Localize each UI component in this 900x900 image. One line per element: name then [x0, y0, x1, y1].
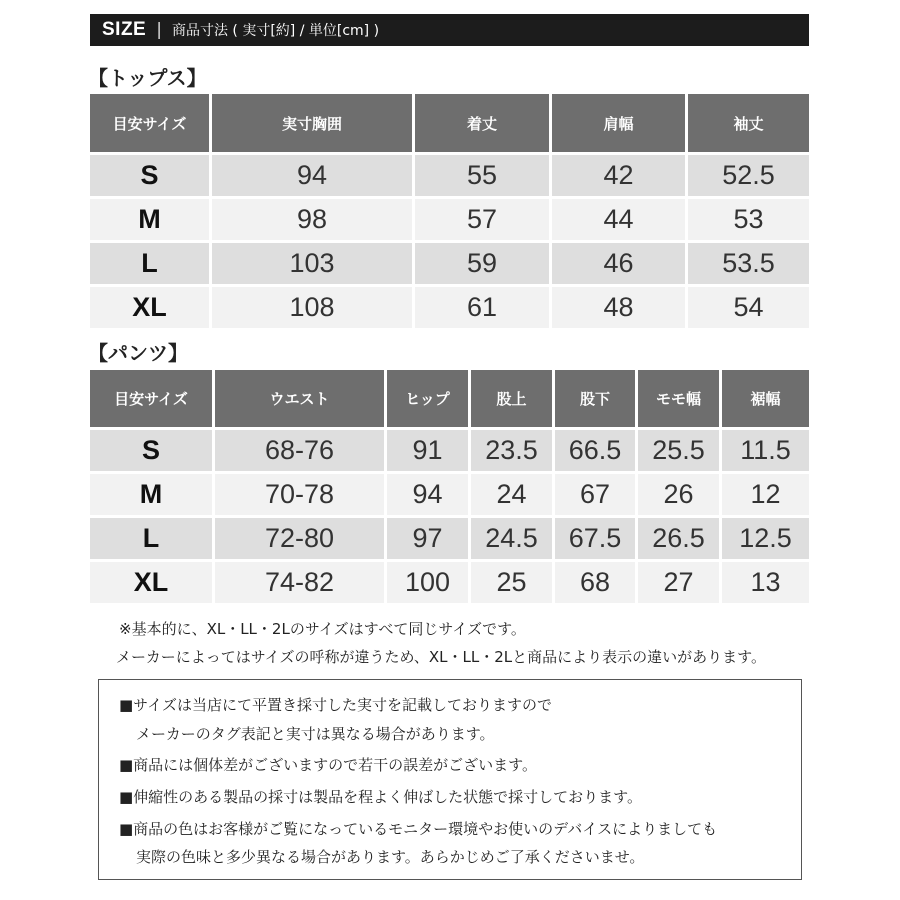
tops-header-row [90, 94, 809, 152]
size-label: SIZE [102, 19, 147, 40]
size-header-bar [90, 14, 809, 46]
value-cell: 72-80 [215, 515, 387, 559]
value-cell: 59 [415, 240, 552, 284]
value-cell: 25.5 [638, 427, 722, 471]
value-cell: 53 [688, 196, 809, 240]
size-note: ※基本的に、XL・LL・2Lのサイズはすべて同じサイズです。 [119, 620, 526, 638]
size-cell: XL [90, 284, 212, 328]
size-cell: L [90, 240, 212, 284]
table-row [90, 152, 809, 196]
table-row [90, 284, 809, 328]
value-cell: 103 [212, 240, 415, 284]
tops-col-header: 目安サイズ [90, 94, 212, 152]
size-cell: S [90, 152, 212, 196]
header-separator: | [156, 20, 162, 40]
size-cell: M [90, 196, 212, 240]
value-cell: 25 [471, 559, 555, 603]
pants-col-header: 股上 [471, 370, 555, 427]
table-row [90, 515, 809, 559]
value-cell: 53.5 [688, 240, 809, 284]
table-row [90, 427, 809, 471]
value-cell: 74-82 [215, 559, 387, 603]
value-cell: 68-76 [215, 427, 387, 471]
header-title: 商品寸法 ( 実寸[約] / 単位[cm] ) [171, 23, 380, 39]
pants-col-header: モモ幅 [638, 370, 722, 427]
table-row [90, 471, 809, 515]
pants-header-row [90, 370, 809, 427]
tops-size-table [90, 94, 809, 328]
pants-heading: 【パンツ】 [88, 341, 188, 365]
value-cell: 23.5 [471, 427, 555, 471]
value-cell: 98 [212, 196, 415, 240]
value-cell: 13 [722, 559, 809, 603]
value-cell: 108 [212, 284, 415, 328]
value-cell: 68 [555, 559, 638, 603]
tops-heading: 【トップス】 [88, 66, 207, 90]
value-cell: 46 [552, 240, 688, 284]
pants-col-header: ヒップ [387, 370, 471, 427]
value-cell: 100 [387, 559, 471, 603]
value-cell: 66.5 [555, 427, 638, 471]
value-cell: 61 [415, 284, 552, 328]
size-note: メーカーによってはサイズの呼称が違うため、XL・LL・2Lと商品により表示の違いがあります。 [116, 648, 766, 666]
value-cell: 24 [471, 471, 555, 515]
pants-col-header: ウエスト [215, 370, 387, 427]
value-cell: 70-78 [215, 471, 387, 515]
value-cell: 27 [638, 559, 722, 603]
disclaimer-line: ■伸縮性のある製品の採寸は製品を程よく伸ばした状態で採寸しております。 [119, 788, 642, 806]
tops-col-header: 実寸胸囲 [212, 94, 415, 152]
value-cell: 24.5 [471, 515, 555, 559]
value-cell: 12 [722, 471, 809, 515]
disclaimer-box [98, 679, 802, 880]
pants-col-header: 目安サイズ [90, 370, 215, 427]
value-cell: 26 [638, 471, 722, 515]
value-cell: 26.5 [638, 515, 722, 559]
disclaimer-line: ■商品の色はお客様がご覧になっているモニター環境やお使いのデバイスによりましても [119, 820, 718, 838]
disclaimer-line: ■サイズは当店にて平置き採寸した実寸を記載しておりますので [119, 696, 552, 714]
value-cell: 12.5 [722, 515, 809, 559]
size-cell: S [90, 427, 215, 471]
pants-size-table [90, 370, 809, 603]
tops-col-header: 袖丈 [688, 94, 809, 152]
value-cell: 11.5 [722, 427, 809, 471]
table-row [90, 196, 809, 240]
value-cell: 52.5 [688, 152, 809, 196]
size-cell: L [90, 515, 215, 559]
value-cell: 67.5 [555, 515, 638, 559]
value-cell: 91 [387, 427, 471, 471]
value-cell: 57 [415, 196, 552, 240]
size-cell: XL [90, 559, 215, 603]
value-cell: 97 [387, 515, 471, 559]
tops-col-header: 着丈 [415, 94, 552, 152]
pants-col-header: 裾幅 [722, 370, 809, 427]
tops-col-header: 肩幅 [552, 94, 688, 152]
disclaimer-line: 実際の色味と多少異なる場合があります。あらかじめご了承くださいませ。 [136, 848, 645, 866]
value-cell: 67 [555, 471, 638, 515]
table-row [90, 559, 809, 603]
value-cell: 44 [552, 196, 688, 240]
value-cell: 94 [387, 471, 471, 515]
value-cell: 94 [212, 152, 415, 196]
value-cell: 55 [415, 152, 552, 196]
pants-col-header: 股下 [555, 370, 638, 427]
size-cell: M [90, 471, 215, 515]
disclaimer-line: ■商品には個体差がございますので若干の誤差がございます。 [119, 756, 537, 774]
table-row [90, 240, 809, 284]
value-cell: 54 [688, 284, 809, 328]
disclaimer-line: メーカーのタグ表記と実寸は異なる場合があります。 [136, 725, 495, 743]
value-cell: 48 [552, 284, 688, 328]
value-cell: 42 [552, 152, 688, 196]
